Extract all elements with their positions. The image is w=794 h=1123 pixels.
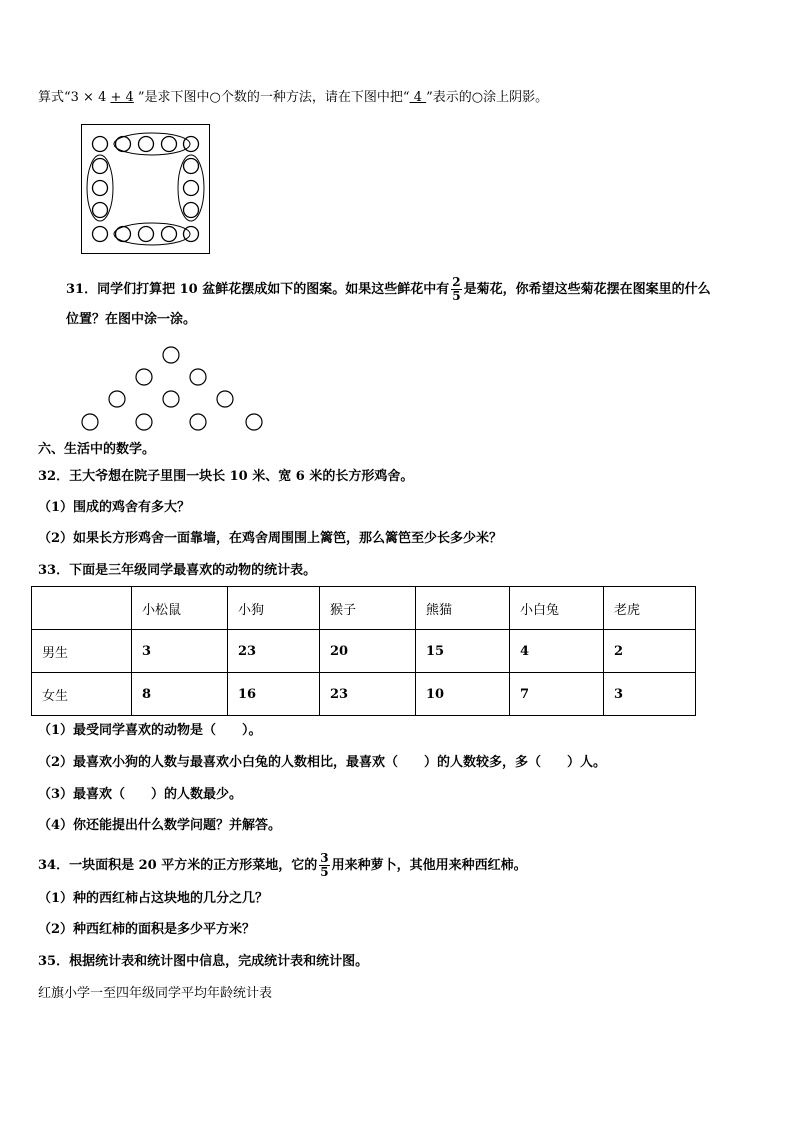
q33-sub2: （2）最喜欢小狗的人数与最喜欢小白兔的人数相比，最喜欢（ ）的人数较多，多（ ）人。 bbox=[38, 755, 607, 770]
table-cell: 男生 bbox=[32, 630, 132, 673]
table-header-cell: 猴子 bbox=[320, 587, 416, 630]
section-6-heading: 六、生活中的数学。 bbox=[38, 442, 156, 457]
q35-statement: 35．根据统计表和统计图中信息，完成统计表和统计图。 bbox=[38, 954, 369, 969]
q31-fraction-numerator: 2 bbox=[452, 275, 461, 289]
table-cell: 8 bbox=[132, 673, 228, 716]
circle-shape bbox=[116, 137, 131, 152]
circle-shape bbox=[109, 391, 125, 407]
q34-text-pre: 34．一块面积是 20 平方米的正方形菜地，它的 bbox=[38, 858, 318, 873]
table-cell: 20 bbox=[320, 630, 416, 673]
circle-shape bbox=[136, 369, 152, 385]
circle-shape bbox=[139, 227, 154, 242]
q34-fraction bbox=[319, 852, 329, 879]
q31-flower-triangle-figure bbox=[90, 343, 290, 428]
q30-circle-grid-figure bbox=[81, 124, 211, 254]
table-header-cell: 老虎 bbox=[604, 587, 696, 630]
circle-shape bbox=[93, 137, 108, 152]
q30-group-ellipse-right bbox=[178, 155, 204, 221]
q30-text-pre: 算式“3 × 4 bbox=[38, 90, 111, 105]
circle-shape bbox=[163, 347, 179, 363]
circle-shape bbox=[184, 227, 199, 242]
q34-statement bbox=[38, 852, 527, 879]
circle-shape bbox=[184, 159, 199, 174]
q33-sub4: （4）你还能提出什么数学问题？并解答。 bbox=[38, 818, 282, 833]
q34-text-post: 用来种萝卜，其他用来种西红柿。 bbox=[331, 858, 527, 873]
table-cell: 女生 bbox=[32, 673, 132, 716]
q33-statement: 33．下面是三年级同学最喜欢的动物的统计表。 bbox=[38, 563, 317, 578]
q31-statement-line1 bbox=[66, 276, 711, 303]
table-header-cell: 小狗 bbox=[228, 587, 320, 630]
table-row bbox=[32, 630, 696, 673]
q34-sub1: （1）种的西红柿占这块地的几分之几？ bbox=[38, 891, 269, 906]
circle-shape bbox=[190, 369, 206, 385]
table-cell: 2 bbox=[604, 630, 696, 673]
circle-shape bbox=[162, 227, 177, 242]
circle-shape bbox=[116, 227, 131, 242]
circle-shape bbox=[139, 137, 154, 152]
circle-shape bbox=[184, 181, 199, 196]
circle-shape bbox=[163, 391, 179, 407]
q33-favorite-animal-table bbox=[31, 586, 696, 716]
table-header-cell: 小松鼠 bbox=[132, 587, 228, 630]
table-cell: 3 bbox=[604, 673, 696, 716]
circle-shape bbox=[246, 414, 262, 430]
table-header-row bbox=[32, 587, 696, 630]
table-row bbox=[32, 673, 696, 716]
circle-shape bbox=[217, 391, 233, 407]
q30-underlined-four: 4 bbox=[409, 90, 427, 105]
circle-shape bbox=[82, 414, 98, 430]
q31-text-pre: 31．同学们打算把 10 盆鲜花摆成如下的图案。如果这些鲜花中有 bbox=[66, 282, 450, 297]
q31-fraction bbox=[451, 276, 461, 303]
table-header-cell: 熊猫 bbox=[416, 587, 510, 630]
q30-text-post: ”表示的○涂上阴影。 bbox=[426, 90, 549, 105]
circle-shape bbox=[93, 203, 108, 218]
table-cell: 15 bbox=[416, 630, 510, 673]
q30-group-ellipse-left bbox=[87, 155, 113, 221]
q30-statement bbox=[38, 90, 548, 106]
table-header-cell: 小白兔 bbox=[510, 587, 604, 630]
circle-shape bbox=[93, 227, 108, 242]
q30-text-mid: ”是求下图中○个数的一种方法，请在下图中把“ bbox=[133, 90, 410, 105]
q34-sub2: （2）种西红柿的面积是多少平方米？ bbox=[38, 922, 256, 937]
q31-statement-line2: 位置？在图中涂一涂。 bbox=[66, 312, 197, 327]
circle-shape bbox=[136, 414, 152, 430]
table-cell: 10 bbox=[416, 673, 510, 716]
q34-fraction-denominator: 5 bbox=[320, 865, 329, 879]
circle-shape bbox=[190, 414, 206, 430]
circle-shape bbox=[93, 181, 108, 196]
q35-table-title: 红旗小学一至四年级同学平均年龄统计表 bbox=[38, 986, 273, 1001]
table-cell: 3 bbox=[132, 630, 228, 673]
q31-fraction-denominator: 5 bbox=[452, 289, 461, 303]
table-cell: 16 bbox=[228, 673, 320, 716]
q30-underlined-plus4: + 4 bbox=[110, 90, 134, 105]
table-header-cell bbox=[32, 587, 132, 630]
table-cell: 4 bbox=[510, 630, 604, 673]
table-cell: 23 bbox=[228, 630, 320, 673]
q33-sub3: （3）最喜欢（ ）的人数最少。 bbox=[38, 787, 243, 802]
q34-fraction-numerator: 3 bbox=[320, 851, 329, 865]
table-cell: 7 bbox=[510, 673, 604, 716]
circle-shape bbox=[93, 159, 108, 174]
q31-text-post: 是菊花，你希望这些菊花摆在图案里的什么 bbox=[463, 282, 711, 297]
circle-shape bbox=[184, 203, 199, 218]
q33-sub1: （1）最受同学喜欢的动物是（ ）。 bbox=[38, 723, 262, 738]
circle-shape bbox=[184, 137, 199, 152]
q32-statement: 32．王大爷想在院子里围一块长 10 米、宽 6 米的长方形鸡舍。 bbox=[38, 469, 414, 484]
q32-sub1: （1）围成的鸡舍有多大？ bbox=[38, 500, 191, 515]
q32-sub2: （2）如果长方形鸡舍一面靠墙，在鸡舍周围围上篱笆，那么篱笆至少长多少米？ bbox=[38, 531, 503, 546]
table-cell: 23 bbox=[320, 673, 416, 716]
circle-shape bbox=[162, 137, 177, 152]
